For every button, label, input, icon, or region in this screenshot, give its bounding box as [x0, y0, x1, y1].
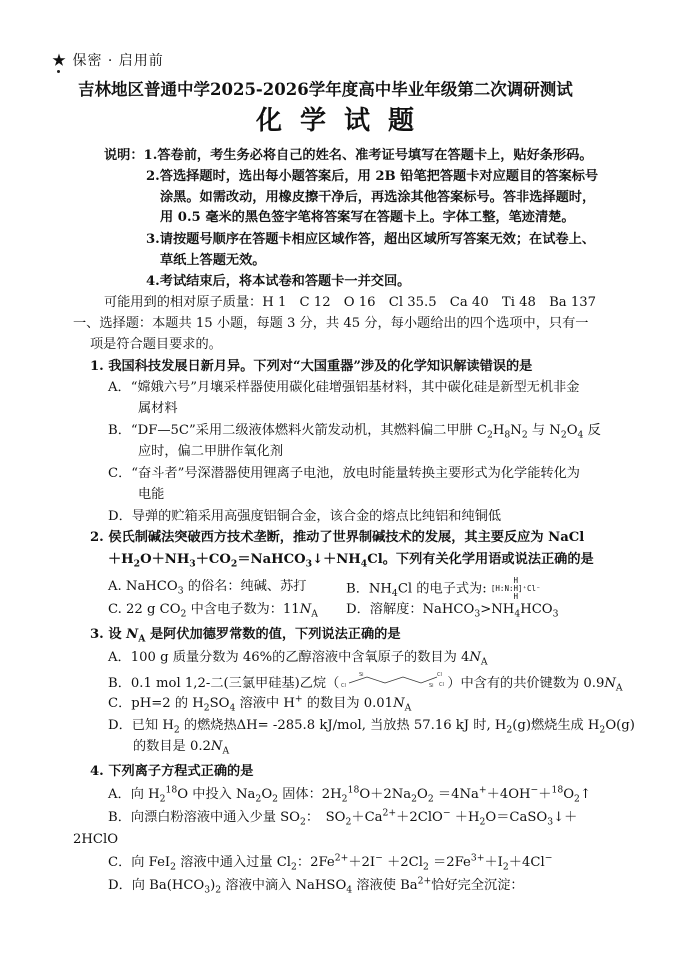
- dot-mark: [57, 70, 60, 73]
- svg-text:Cl: Cl: [341, 683, 347, 689]
- q3-option-d: D．已知 $H_2$ 的燃烧热ΔH= -285.8 kJ/mol, 当放热 57.16 kJ 时, $H_2(g)$燃烧生成 $H_2O(g)$: [108, 718, 635, 736]
- q1-option-a-cont: 属材料: [138, 401, 178, 416]
- instruction-2c: 用 0.5 毫米的黑色签字笔将答案写在答题卡上。字体工整，笔迹清楚。: [160, 210, 575, 225]
- q2-option-a: A. NaHCO$_3$ 的俗名：纯碱、苏打: [108, 579, 307, 597]
- instruction-2a: 2.答选择题时，选出每小题答案后，用 2B 铅笔把答题卡对应题目的答案标号: [146, 169, 599, 184]
- q2-option-b: B．$NH_4Cl$ 的电子式为: H [H:N:H]⁺Cl⁻ H: [346, 576, 541, 601]
- svg-text:Si: Si: [429, 683, 434, 689]
- instruction-1: 说明：1.答卷前，考生务必将自己的姓名、准考证号填写在答题卡上，贴好条形码。: [104, 148, 593, 163]
- q2-equation: $+H_2O+NH_3+CO_2=NaHCO_3↓+NH_4Cl$。下列有关化学用语或说法正确的是: [108, 552, 594, 570]
- q3-option-c: C．pH=2 的 $H_2SO_4$ 溶液中 H+ 的数目为 $0.01N_A$: [108, 693, 412, 714]
- q4-option-d: D．向 $Ba(HCO_3)_2$ 溶液中滴入 NaHSO$_4$ 溶液使 $Ba^{2+}$恰好完全沉淀：: [108, 875, 524, 896]
- molecule-sketch: [339, 671, 447, 696]
- svg-text:Cl: Cl: [437, 672, 443, 678]
- subject-title: 化学试题: [255, 106, 432, 136]
- confidential-mark: ★ 保密 · 启用前: [52, 53, 164, 69]
- q1-option-b: B．“DF—5C”采用二级液体燃料火箭发动机，其燃料偏二甲肼 $C_2H_8N_2$ 与 $N_2O_4$ 反: [108, 423, 601, 441]
- instruction-3b: 草纸上答题无效。: [160, 253, 266, 268]
- q3-option-a: A．100 g 质量分数为 46%的乙醇溶液中含氧原子的数目为 $4N_A$: [108, 650, 488, 668]
- exam-title: 吉林地区普通中学2025-2026学年度高中毕业年级第二次调研测试: [78, 80, 573, 99]
- atomic-masses: 可能用到的相对原子质量：H 1 C 12 O 16 Cl 35.5 Ca 40 Ti 48 Ba 137: [104, 295, 596, 310]
- q2-option-d: D．溶解度：$NaHCO_3>NH_4HCO_3$: [346, 602, 559, 620]
- instruction-3a: 3.请按题号顺序在答题卡相应区域作答，超出区域所写答案无效；在试卷上、: [146, 232, 595, 247]
- q1-option-c-cont: 电能: [138, 487, 165, 502]
- section-heading-1: 一、选择题：本题共 15 小题，每题 3 分，共 45 分，每小题给出的四个选项中，只有一: [73, 316, 589, 331]
- q3-option-b: B．0.1 mol 1,2-二(三氯甲硅基)乙烷（ Cl Si Si Cl Cl ）中含有的共价键数为 $0.9N_A$: [108, 671, 623, 696]
- q1-stem: 1. 我国科技发展日新月异。下列对“大国重器”涉及的化学知识解读错误的是: [90, 359, 533, 374]
- q4-option-a: A．向 $H_2^{18}O$ 中投入 $Na_2O_2$ 固体：$2H_2^{18}O+2Na_2O_2$ $=4Na^++4OH^-+^{18}O_2↑$: [108, 784, 591, 805]
- q1-option-c: C．“奋斗者”号深潜器使用锂离子电池，放电时能量转换主要形式为化学能转化为: [108, 466, 580, 481]
- q4-option-b: B．向漂白粉溶液中通入少量 $SO_2$： $SO_2+Ca^{2+}+2ClO^-$ $+H_2O=CaSO_3↓+$: [108, 807, 578, 828]
- svg-text:Si: Si: [359, 672, 364, 678]
- q4-option-b-cont: 2HClO: [73, 832, 119, 847]
- electron-formula: H [H:N:H]⁺Cl⁻ H: [490, 576, 541, 601]
- q1-option-b-cont: 应时，偏二甲肼作氧化剂: [138, 444, 284, 459]
- instruction-2b: 涂黑。如需改动，用橡皮擦干净后，再选涂其他答案标号。答非选择题时，: [160, 190, 596, 205]
- q2-stem: 2. 侯氏制碱法突破西方技术垄断，推动了世界制碱技术的发展，其主要反应为 NaCl: [90, 530, 585, 545]
- instruction-4: 4.考试结束后，将本试卷和答题卡一并交回。: [146, 274, 411, 289]
- q4-stem: 4. 下列离子方程式正确的是: [90, 764, 254, 779]
- q1-option-d: D．导弹的贮箱采用高强度铝铜合金，该合金的熔点比纯铝和纯铜低: [108, 509, 502, 524]
- q3-option-d-cont: 的数目是 $0.2N_A$: [133, 739, 230, 757]
- q4-option-c: C．向 FeI$_2$ 溶液中通入过量 $Cl_2$：$2Fe^{2+}+2I^- +2Cl_2 =2Fe^{3+}+I_2+4Cl^-$: [108, 852, 553, 873]
- q1-option-a: A．“嫦娥六号”月壤采样器使用碳化硅增强铝基材料，其中碳化硅是新型无机非金: [108, 380, 580, 395]
- q2-option-c: C. 22 g $CO_2$ 中含电子数为：$11N_A$: [108, 602, 318, 620]
- svg-text:Cl: Cl: [439, 682, 445, 688]
- section-heading-2: 项是符合题目要求的。: [90, 337, 222, 352]
- q3-stem: 3. 设 $N_A$ 是阿伏加德罗常数的值，下列说法正确的是: [90, 627, 401, 645]
